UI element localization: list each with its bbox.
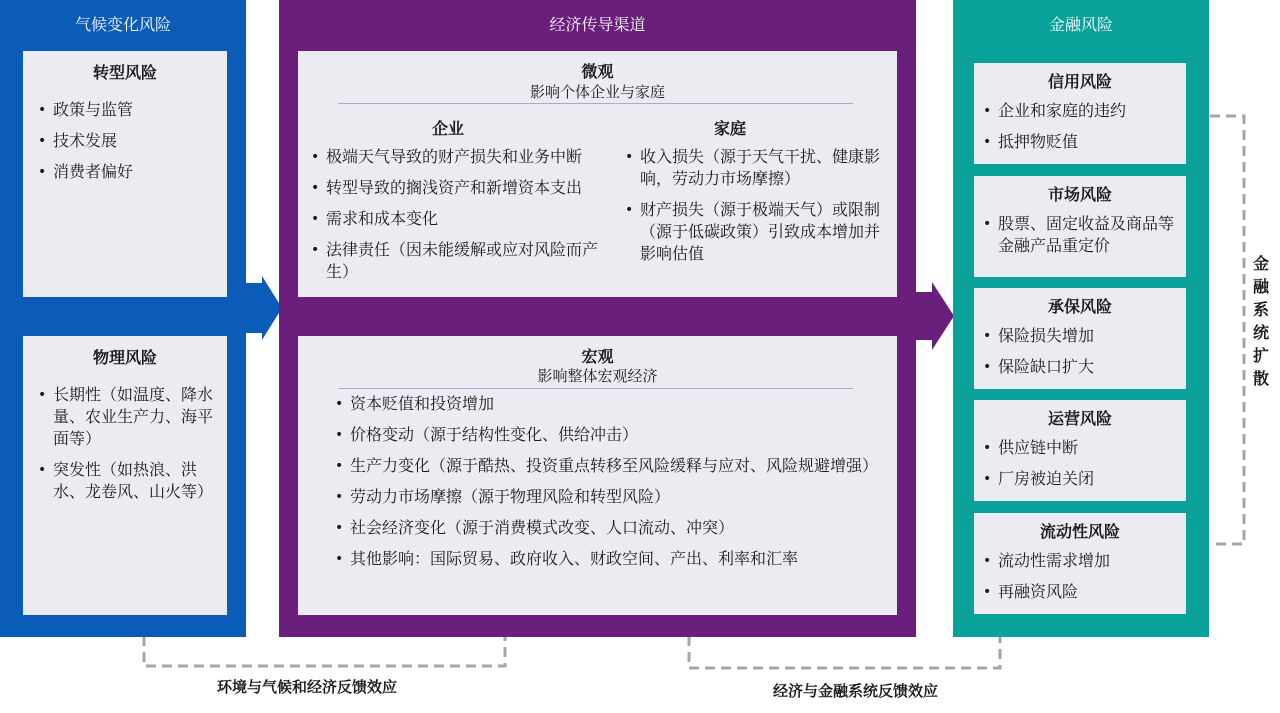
list-item: • 厂房被迫关闭: [976, 468, 1182, 490]
underwriting-risk-title: 承保风险: [1047, 297, 1112, 316]
economy-column: [279, 0, 916, 637]
climate-to-economy-arrow: [246, 276, 282, 340]
list-item: • 极端天气导致的财产损失和业务中断: [304, 146, 616, 168]
macro-panel: [298, 336, 897, 615]
environment-economy-feedback-label: 环境与气候和经济反馈效应: [217, 678, 398, 696]
enterprise-list: [304, 146, 616, 292]
household-title: 家庭: [713, 119, 746, 138]
list-item: • 需求和成本变化: [304, 208, 616, 230]
physical-risk-list: [31, 384, 223, 512]
physical-risk-title: 物理风险: [92, 348, 157, 367]
climate-column-title: 气候变化风险: [74, 15, 171, 34]
credit-risk-title: 信用风险: [1047, 72, 1112, 91]
list-item: • 劳动力市场摩擦（源于物理风险和转型风险）: [328, 486, 884, 508]
list-item: • 长期性（如温度、降水量、农业生产力、海平面等）: [31, 384, 223, 450]
list-item: • 财产损失（源于极端天气）或限制（源于低碳政策）引致成本增加并影响估值: [618, 199, 890, 265]
list-item: • 转型导致的搁浅资产和新增资本支出: [304, 177, 616, 199]
transition-risk-panel: [23, 51, 227, 297]
list-item: • 突发性（如热浪、洪水、龙卷风、山火等）: [31, 459, 223, 503]
market-risk-panel: [974, 176, 1186, 277]
list-item: • 抵押物贬值: [976, 131, 1182, 153]
financial-system-spread-label: 金融系统扩散: [1252, 254, 1269, 388]
list-item: • 法律责任（因未能缓解或应对风险而产生）: [304, 239, 616, 283]
transition-risk-list: [31, 99, 221, 192]
list-item: • 流动性需求增加: [976, 550, 1182, 572]
credit-risk-panel: [974, 63, 1186, 164]
list-item: • 企业和家庭的违约: [976, 100, 1182, 122]
finance-column: [953, 0, 1209, 637]
macro-list: [328, 393, 884, 579]
list-item: • 消费者偏好: [31, 161, 221, 183]
list-item: • 社会经济变化（源于消费模式改变、人口流动、冲突）: [328, 517, 884, 539]
macro-subtitle: 影响整体宏观经济: [537, 367, 658, 385]
transition-risk-title: 转型风险: [92, 63, 157, 82]
underwriting-risk-list: [976, 325, 1182, 387]
underwriting-risk-panel: [974, 288, 1186, 389]
list-item: • 再融资风险: [976, 581, 1182, 603]
list-item: • 价格变动（源于结构性变化、供给冲击）: [328, 424, 884, 446]
liquidity-risk-title: 流动性风险: [1039, 522, 1120, 541]
economy-finance-feedback-label: 经济与金融系统反馈效应: [773, 682, 939, 700]
list-item: • 生产力变化（源于酷热、投资重点转移至风险缓释与应对、风险规避增强）: [328, 455, 884, 477]
operational-risk-list: [976, 437, 1182, 499]
list-item: • 供应链中断: [976, 437, 1182, 459]
micro-subtitle: 影响个体企业与家庭: [529, 83, 665, 101]
list-item: • 收入损失（源于天气干扰、健康影响，劳动力市场摩擦）: [618, 146, 890, 190]
micro-title: 微观: [581, 62, 614, 81]
list-item: • 政策与监管: [31, 99, 221, 121]
liquidity-risk-list: [976, 550, 1182, 612]
market-risk-list: [976, 213, 1182, 266]
climate-column: [0, 0, 246, 637]
macro-title: 宏观: [581, 347, 614, 366]
list-item: • 技术发展: [31, 130, 221, 152]
economy-to-finance-arrow: [916, 282, 954, 350]
market-risk-title: 市场风险: [1047, 185, 1112, 204]
credit-risk-list: [976, 100, 1182, 162]
enterprise-title: 企业: [431, 119, 464, 138]
list-item: • 其他影响：国际贸易、政府收入、财政空间、产出、利率和汇率: [328, 548, 884, 570]
household-list: [618, 146, 890, 274]
liquidity-risk-panel: [974, 513, 1186, 614]
list-item: • 保险缺口扩大: [976, 356, 1182, 378]
list-item: • 股票、固定收益及商品等金融产品重定价: [976, 213, 1182, 257]
list-item: • 保险损失增加: [976, 325, 1182, 347]
operational-risk-panel: [974, 400, 1186, 501]
list-item: • 资本贬值和投资增加: [328, 393, 884, 415]
micro-divider: [338, 103, 853, 104]
physical-risk-panel: [23, 336, 227, 615]
finance-column-title: 金融风险: [1048, 15, 1113, 34]
macro-divider: [338, 388, 853, 389]
economy-column-title: 经济传导渠道: [549, 15, 646, 34]
operational-risk-title: 运营风险: [1047, 409, 1112, 428]
micro-panel: [298, 51, 897, 297]
